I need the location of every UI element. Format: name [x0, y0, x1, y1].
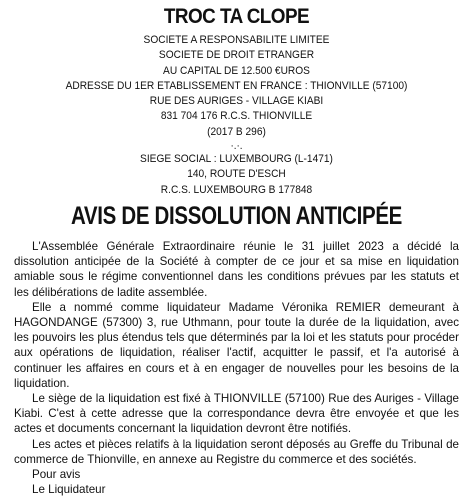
- registered-street-line: 140, ROUTE D'ESCH: [187, 168, 286, 181]
- rcs-thionville-line: 831 704 176 R.C.S. THIONVILLE: [160, 110, 313, 123]
- jurisdiction-line: SOCIETE DE DROIT ETRANGER: [158, 49, 315, 62]
- paragraph-decision: L'Assemblée Générale Extraordinaire réunie le 31 juillet 2023 a décidé la dissolution anticipée de la Société à compter de ce jour et sa mise en liquidation amiable sous le régime conventionnel dans les conditions prévues par les statuts et les délibérations de ladite assemblée.: [14, 239, 459, 299]
- separator: ·.·.: [230, 140, 243, 153]
- paragraph-filing: Les actes et pièces relatifs à la liquidation seront déposés au Greffe du Tribunal de commerce de Thionville, en annexe au Registre du commerce et des sociétés.: [14, 437, 459, 466]
- paragraph-seat: Le siège de la liquidation est fixé à THIONVILLE (57100) Rue des Auriges - Village Kiabi. C'est à cette adresse que la correspondance devra être envoyée et que les actes et documents concernant la liquidation devront être notifiés.: [14, 392, 459, 436]
- capital-line: AU CAPITAL DE 12.500 €UROS: [163, 64, 310, 77]
- notice-body: [14, 239, 459, 467]
- registered-office-line: SIEGE SOCIAL : LUXEMBOURG (L-1471): [140, 153, 333, 166]
- street-line: RUE DES AURIGES - VILLAGE KIABI: [149, 95, 324, 108]
- paragraph-liquidator: Elle a nommé comme liquidateur Madame Véronika REMIER demeurant à HAGONDANGE (57300) 3, rue Uthmann, pour toute la durée de la liquidation, avec les pouvoirs les plus étendus tels que déterminés par la loi et les statuts pour procéder aux opérations de liquidation, réaliser l'actif, acquitter le passif, et l'a autorisé à continuer les affaires en cours et à en engager de nouvelles pour les besoins de la liquidation.: [14, 300, 459, 390]
- notice-title: AVIS DE DISSOLUTION ANTICIPÉE: [70, 201, 403, 230]
- rcs-luxembourg-line: R.C.S. LUXEMBOURG B 177848: [160, 183, 313, 196]
- closing-pour-avis: Pour avis: [32, 468, 81, 482]
- rcs-number-line: (2017 B 296): [207, 125, 266, 138]
- company-name: TROC TA CLOPE: [163, 5, 310, 28]
- company-details: [14, 33, 459, 198]
- legal-form-line: SOCIETE A RESPONSABILITE LIMITEE: [143, 34, 330, 46]
- establishment-address-line: ADRESSE DU 1ER ETABLISSEMENT EN FRANCE : THIONVILLE (57100): [65, 79, 408, 92]
- closing-signatory: Le Liquidateur: [32, 483, 106, 497]
